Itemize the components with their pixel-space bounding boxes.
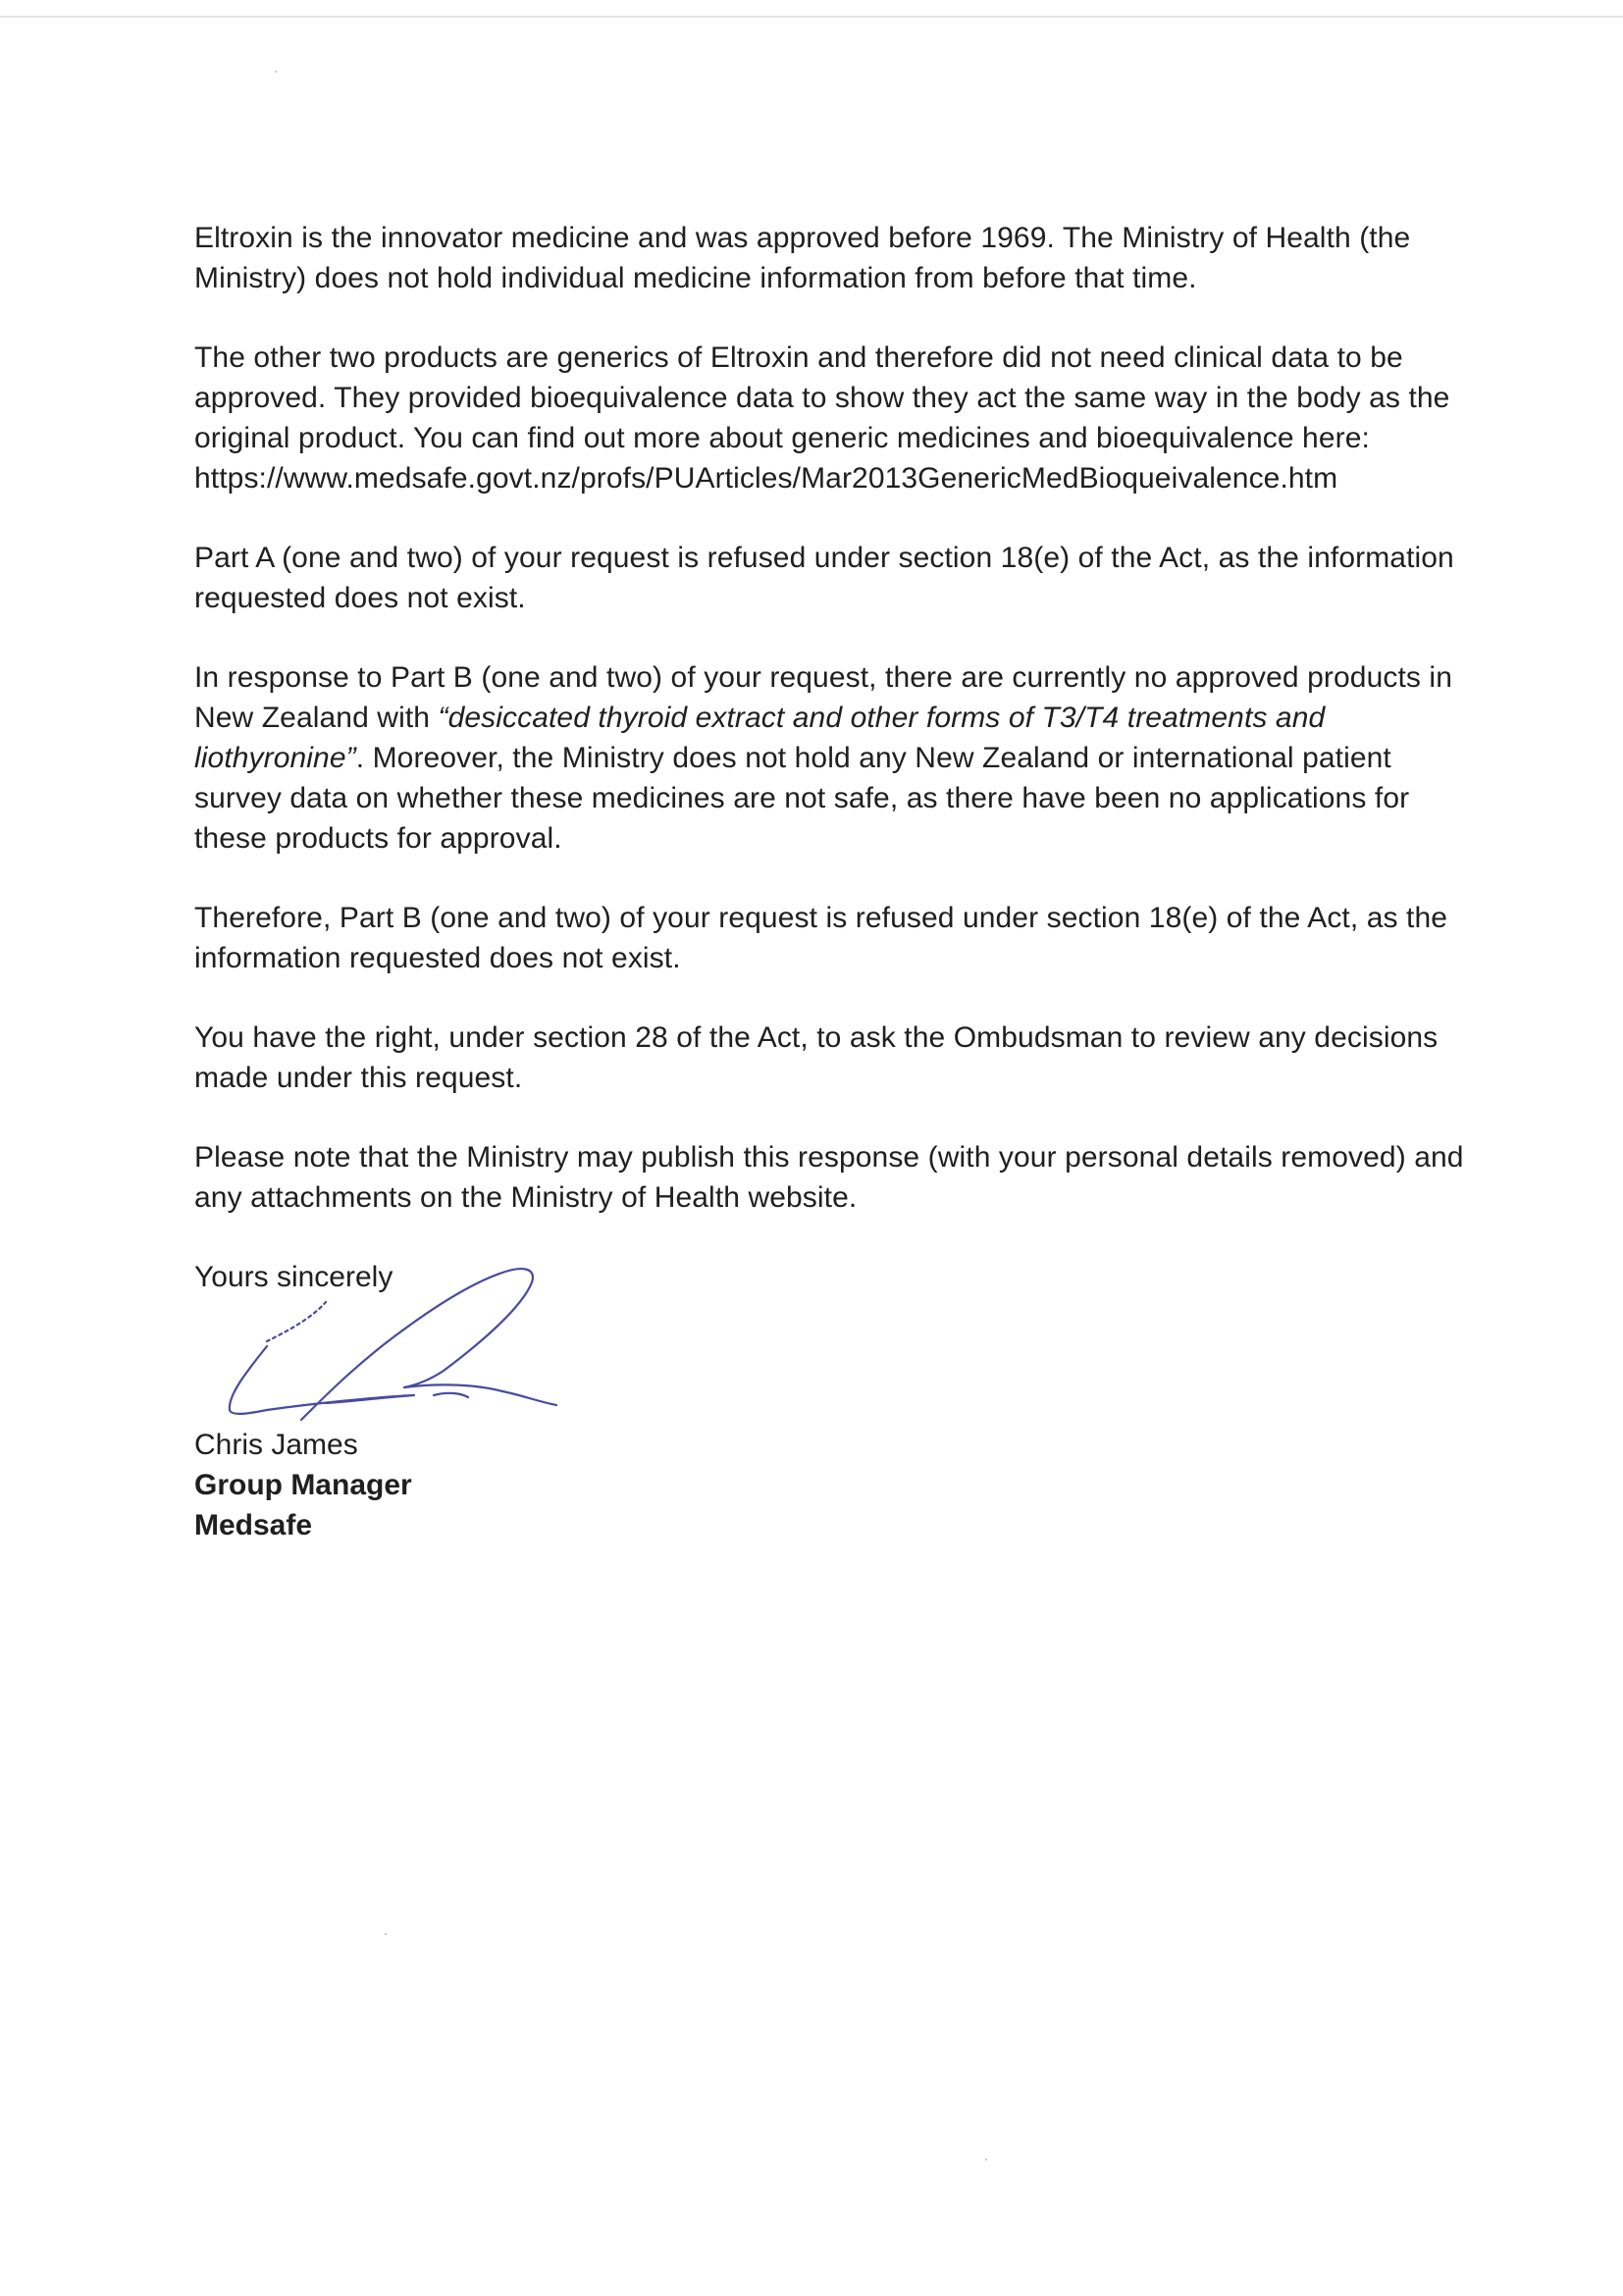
paragraph-part-b-response [194, 657, 1470, 859]
scan-speck [385, 1933, 387, 1935]
paragraph-ombudsman-rights [194, 1018, 1470, 1098]
quoted-request-text: “desiccated thyroid extract and other forms of T3/T4 treatments and liothyronine” [194, 702, 1326, 774]
paragraph-publication-notice [194, 1137, 1470, 1218]
paragraph-eltroxin-history [194, 218, 1470, 298]
paragraph-text: The other two products are generics of Eltroxin and therefore did not need clinical data to be approved. They provided bioequivalence data to show they act the same way in the body as the original product. You can find out more about generic medicines and bioequivalence here: [194, 341, 1450, 454]
paragraph-part-b-refusal [194, 898, 1470, 978]
paragraph-generics [194, 338, 1470, 498]
medsafe-article-link[interactable]: https://www.medsafe.govt.nz/profs/PUArticles/Mar2013GenericMedBioqueivalence.htm [194, 462, 1338, 495]
signer-name: Chris James [194, 1429, 358, 1461]
paragraph-part-a-refusal [194, 538, 1470, 618]
scan-edge-line [0, 16, 1623, 18]
signer-organisation: Medsafe [194, 1509, 313, 1541]
paragraph-text: Please note that the Ministry may publish this response (with your personal details removed) and any attachments on the Ministry of Health website. [194, 1141, 1464, 1214]
closing-salutation: Yours sincerely [194, 1261, 393, 1293]
paragraph-text: You have the right, under section 28 of the Act, to ask the Ombudsman to review any decisions made under this request. [194, 1021, 1439, 1094]
paragraph-text: Part A (one and two) of your request is refused under section 18(e) of the Act, as the information requested does not exist. [194, 542, 1454, 614]
signature-block [194, 1297, 1470, 1425]
scan-speck [275, 71, 277, 73]
scan-speck [985, 2159, 987, 2161]
paragraph-lead: In response to Part B (one and two) of your request, there are currently no approved products in New Zealand with [194, 661, 1452, 734]
signer-title: Group Manager [194, 1469, 412, 1501]
paragraph-text: Eltroxin is the innovator medicine and was approved before 1969. The Ministry of Health (the Ministry) does not hold individual medicine information from before that time. [194, 222, 1411, 294]
paragraph-tail: . Moreover, the Ministry does not hold any New Zealand or international patient survey data on whether these medicines are not safe, as there have been no applications for these products for approval. [194, 742, 1410, 855]
handwritten-signature-icon [208, 1248, 561, 1425]
paragraph-text: Therefore, Part B (one and two) of your request is refused under section 18(e) of the Act, as the information requested does not exist. [194, 902, 1448, 974]
letter-body [194, 218, 1470, 1545]
